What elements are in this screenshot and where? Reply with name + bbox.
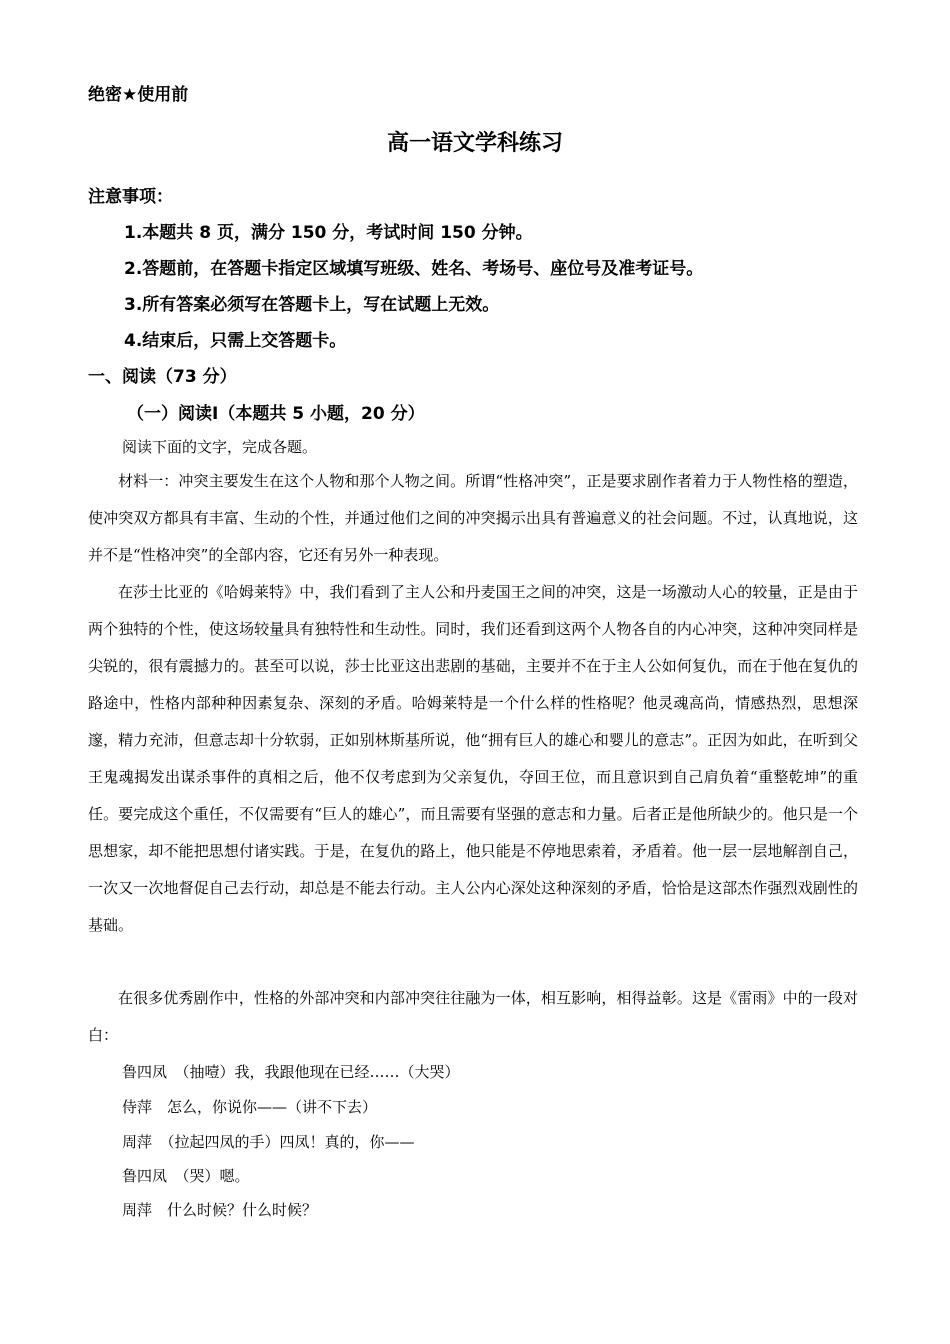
dialogue-line: 周萍 什么时候？什么时候？ (122, 1201, 318, 1219)
notice-heading: 注意事项： (88, 187, 173, 207)
dialogue-line: 鲁四凤 （抽噎）我，我跟他现在已经……（大哭） (122, 1063, 460, 1081)
section-heading: 一、阅读（73 分） (88, 367, 237, 387)
notice-item: 2.答题前，在答题卡指定区域填写班级、姓名、考场号、座位号及准考证号。 (124, 259, 704, 279)
subsection-heading: （一）阅读Ⅰ（本题共 5 小题，20 分） (127, 404, 425, 424)
dialogue-line: 鲁四凤 （哭）嗯。 (122, 1167, 250, 1185)
passage-paragraph: 在莎士比亚的《哈姆莱特》中，我们看到了主人公和丹麦国王之间的冲突，这是一场激动人心的较量，正是由于两个独特的个性，使这场较量具有独特性和生动性。同时，我们还看到这两个人物各自的内心冲突，这种冲突同样是尖锐的，很有震撼力的。甚至可以说，莎士比亚这出悲剧的基础，主要并不在于主人公如何复仇，而在于他在复仇的路途中，性格内部种种因素复杂、深刻的矛盾。哈姆莱特是一个什么样的性格呢？他灵魂高尚，情感热烈，思想深邃，精力充沛，但意志却十分软弱，正如别林斯基所说，他“拥有巨人的雄心和婴儿的意志”。正因为如此，在听到父王鬼魂揭发出谋杀事件的真相之后，他不仅考虑到为父亲复仇，夺回王位，而且意识到自己肩负着“重整乾坤”的重任。要完成这个重任，不仅需要有“巨人的雄心”，而且需要有坚强的意志和力量。后者正是他所缺少的。他只是一个思想家，却不能把思想付诸实践。于是，在复仇的路上，他只能是不停地思索着，矛盾着。他一层一层地解剖自己，一次又一次地督促自己去行动，却总是不能去行动。主人公内心深处这种深刻的矛盾，恰恰是这部杰作强烈戏剧性的基础。 (88, 583, 858, 934)
dialogue-line: 周萍 （拉起四凤的手）四凤！真的，你—— (122, 1133, 415, 1151)
passage-paragraph: 在很多优秀剧作中，性格的外部冲突和内部冲突往往融为一体，相互影响，相得益彰。这是《雷雨》中的一段对白： (88, 989, 858, 1044)
page-title: 高一语文学科练习 (386, 131, 563, 156)
dialogue-line: 侍萍 怎么，你说你——（讲不下去） (122, 1098, 378, 1116)
confidential-label: 绝密★使用前 (88, 85, 189, 105)
notice-item: 4.结束后，只需上交答题卡。 (124, 331, 347, 351)
passage-paragraph: 材料一：冲突主要发生在这个人物和那个人物之间。所谓“性格冲突”，正是要求剧作者着力于人物性格的塑造，使冲突双方都具有丰富、生动的个性，并通过他们之间的冲突揭示出具有普遍意义的社会问题。不过，认真地说，这并不是“性格冲突”的全部内容，它还有另外一种表现。 (88, 472, 858, 564)
notice-item: 3.所有答案必须写在答题卡上，写在试题上无效。 (124, 295, 500, 315)
reading-instruction: 阅读下面的文字，完成各题。 (122, 438, 318, 456)
notice-item: 1.本题共 8 页，满分 150 分，考试时间 150 分钟。 (124, 223, 533, 243)
